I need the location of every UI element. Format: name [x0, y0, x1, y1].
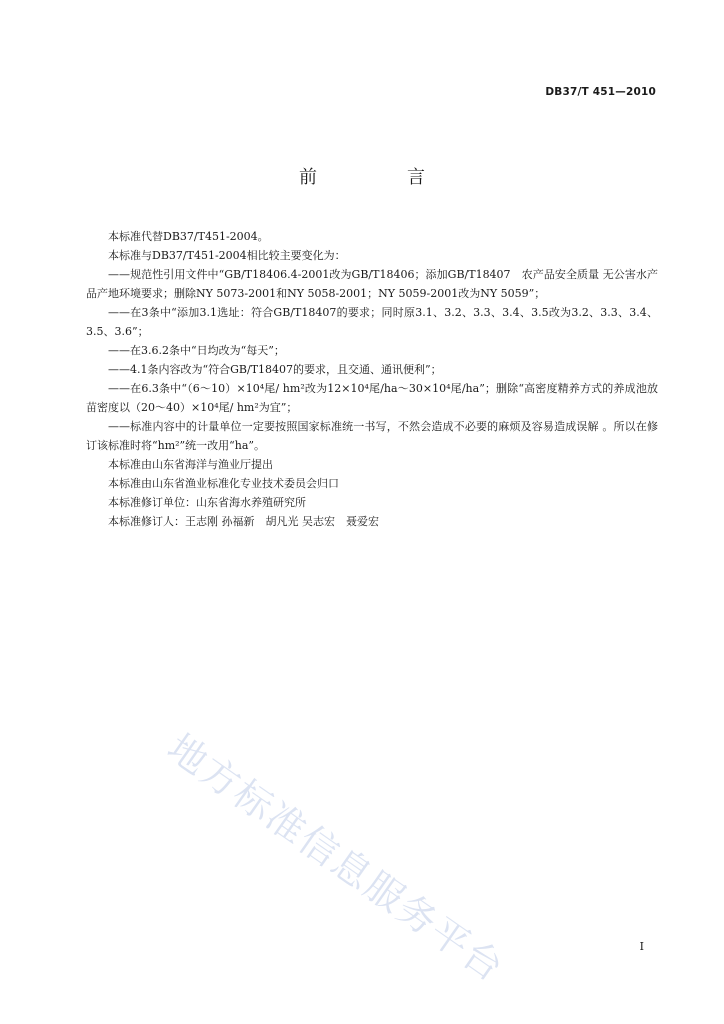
paragraph-proposed-by: 本标准由山东省海洋与渔业厅提出 — [108, 458, 273, 471]
foreword-body — [86, 227, 658, 531]
paragraph-change-references: ——规范性引用文件中“GB/T18406.4-2001改为GB/T18406；添加GB/T18407 农产品安全质量 无公害水产品产地环境要求；删除NY 5073-2001和NY 5058-2001；NY 5059-2001改为NY 5059”； — [86, 268, 658, 300]
paragraph-change-clause-6-3: ——在6.3条中“（6～10）×10⁴尾/ hm²改为12×10⁴尾/ha～30×10⁴尾/ha”；删除“高密度精养方式的养成池放苗密度以（20～40）×10⁴尾/ hm²为宜”； — [86, 382, 658, 414]
paragraph-revisers: 本标准修订人：王志刚 孙福新 胡凡光 吴志宏 聂爱宏 — [108, 515, 379, 528]
paragraph-change-clause-3-6-2: ——在3.6.2条中“日均改为“每天”； — [108, 344, 285, 357]
page-number: I — [639, 940, 644, 953]
paragraph-administered-by: 本标准由山东省渔业标准化专业技术委员会归口 — [108, 477, 339, 490]
paragraph-change-clause-3: ——在3条中“添加3.1选址：符合GB/T18407的要求；同时原3.1、3.2、3.3、3.4、3.5改为3.2、3.3、3.4、3.5、3.6”； — [86, 306, 658, 338]
watermark: 地方标准信息服务平台 — [159, 725, 513, 991]
paragraph-change-clause-4-1: ——4.1条内容改为“符合GB/T18407的要求，且交通、通讯便利”； — [108, 363, 442, 376]
paragraph-replaces: 本标准代替DB37/T451-2004。 — [108, 230, 269, 243]
page-title: 前 言 — [299, 167, 461, 188]
standard-code: DB37/T 451—2010 — [545, 86, 656, 98]
paragraph-changes-intro: 本标准与DB37/T451-2004相比较主要变化为： — [108, 249, 346, 262]
paragraph-change-units: ——标准内容中的计量单位一定要按照国家标准统一书写，不然会造成不必要的麻烦及容易造成误解 。所以在修订该标准时将“hm²”统一改用“ha”。 — [86, 420, 658, 452]
paragraph-revising-unit: 本标准修订单位：山东省海水养殖研究所 — [108, 496, 306, 509]
